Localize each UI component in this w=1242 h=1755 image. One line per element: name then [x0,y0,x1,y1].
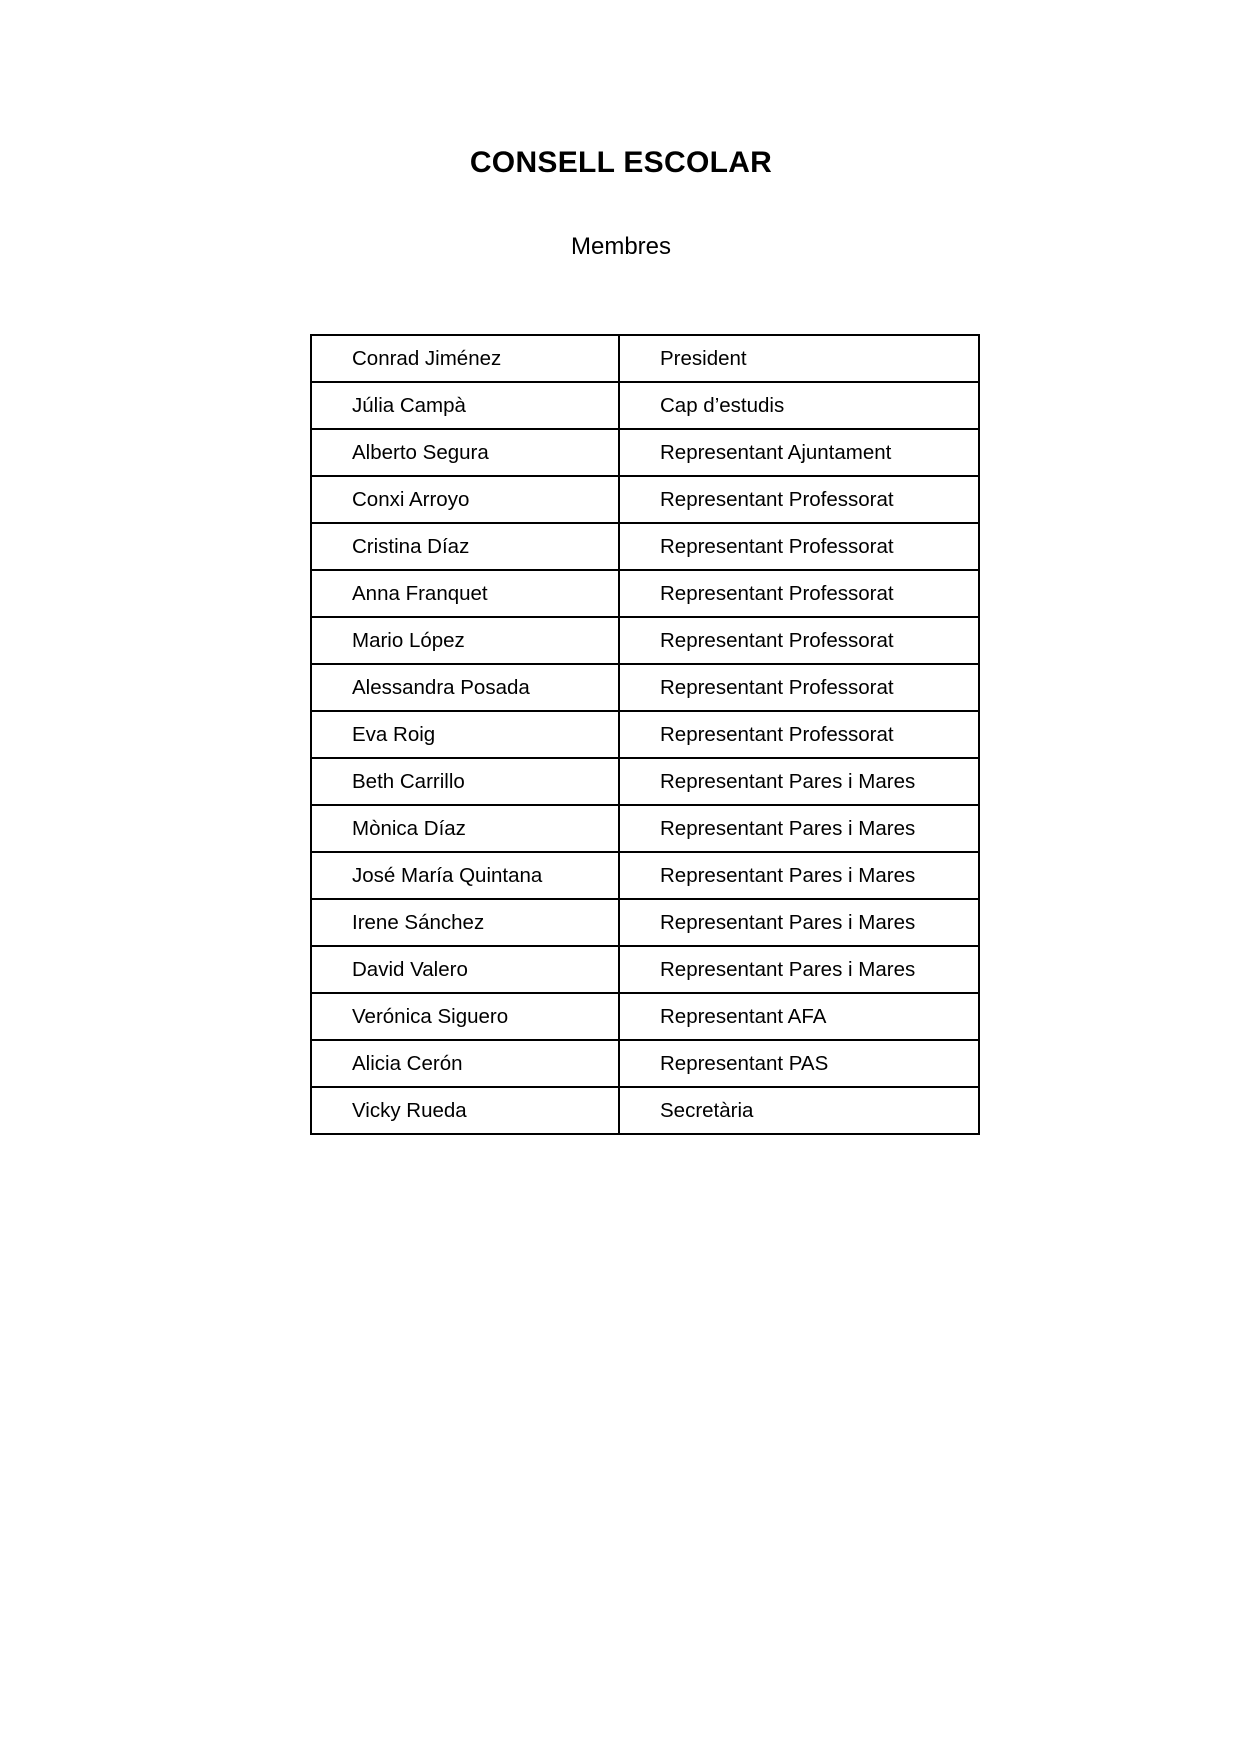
member-name: Alessandra Posada [311,664,619,711]
table-row [311,1087,979,1134]
members-table [310,334,980,1135]
member-name: Mònica Díaz [311,805,619,852]
table-row [311,852,979,899]
member-role: Representant Professorat [619,476,979,523]
table-row [311,805,979,852]
table-row [311,617,979,664]
table-row [311,382,979,429]
page-title: CONSELL ESCOLAR [469,146,773,179]
member-role: Representant Pares i Mares [619,899,979,946]
table-row [311,523,979,570]
member-role: Representant Professorat [619,664,979,711]
member-role: Representant Ajuntament [619,429,979,476]
member-role: Representant PAS [619,1040,979,1087]
member-role: Representant Pares i Mares [619,946,979,993]
member-name: Júlia Campà [311,382,619,429]
members-table-body [311,335,979,1134]
member-role: Representant Professorat [619,523,979,570]
member-role: Representant Professorat [619,617,979,664]
member-name: Cristina Díaz [311,523,619,570]
page-subtitle: Membres [570,233,672,260]
member-name: Alberto Segura [311,429,619,476]
member-role: Representant Professorat [619,711,979,758]
table-row [311,1040,979,1087]
table-row [311,429,979,476]
member-role: Secretària [619,1087,979,1134]
member-role: Representant Pares i Mares [619,852,979,899]
member-name: Mario López [311,617,619,664]
table-row [311,899,979,946]
table-row [311,758,979,805]
table-row [311,335,979,382]
table-row [311,476,979,523]
member-name: David Valero [311,946,619,993]
table-row [311,664,979,711]
member-name: Anna Franquet [311,570,619,617]
member-role: Cap d’estudis [619,382,979,429]
member-name: Irene Sánchez [311,899,619,946]
member-role: President [619,335,979,382]
member-role: Representant Professorat [619,570,979,617]
table-row [311,993,979,1040]
member-name: Alicia Cerón [311,1040,619,1087]
member-name: Conxi Arroyo [311,476,619,523]
member-name: Conrad Jiménez [311,335,619,382]
table-row [311,946,979,993]
member-name: Eva Roig [311,711,619,758]
member-role: Representant AFA [619,993,979,1040]
member-role: Representant Pares i Mares [619,758,979,805]
table-row [311,570,979,617]
member-role: Representant Pares i Mares [619,805,979,852]
member-name: Verónica Siguero [311,993,619,1040]
member-name: Beth Carrillo [311,758,619,805]
member-name: Vicky Rueda [311,1087,619,1134]
table-row [311,711,979,758]
member-name: José María Quintana [311,852,619,899]
